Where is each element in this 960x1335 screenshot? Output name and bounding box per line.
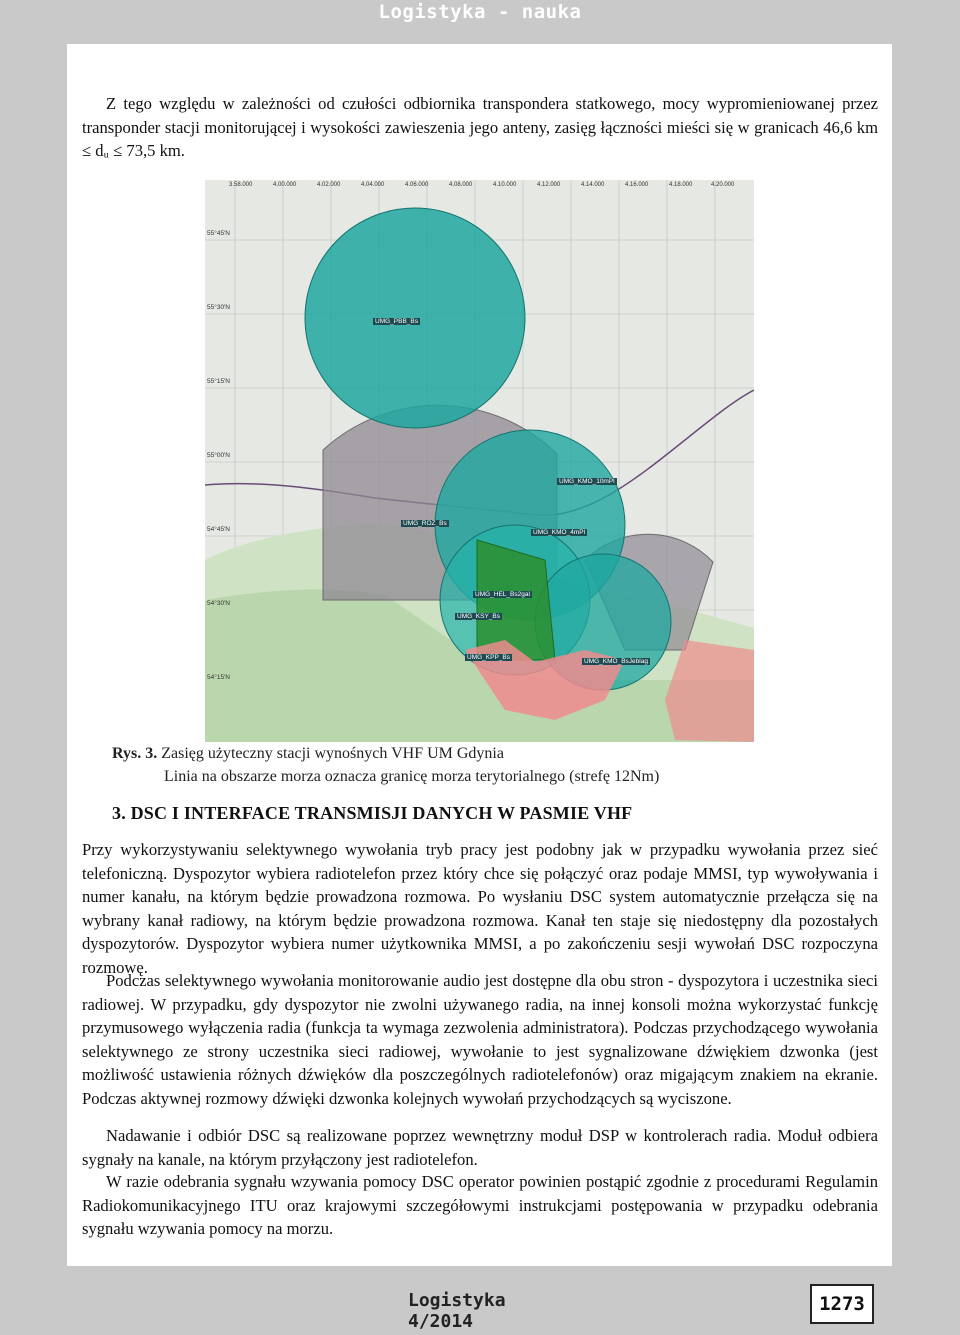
station-label: UMG_KMO_10mPl	[559, 478, 615, 485]
latitude-label: 54°30'N	[207, 600, 230, 607]
station-label: UMG_KMO_4mPl	[533, 529, 586, 536]
footer-journal: Logistyka 4/2014	[408, 1290, 506, 1332]
longitude-label: 4.14.000	[581, 182, 605, 188]
longitude-label: 4.20.000	[711, 182, 735, 188]
longitude-label: 4.16.000	[625, 182, 649, 188]
longitude-label: 4.02.000	[317, 182, 341, 188]
figure-caption-line2: Linia na obszarze morza oznacza granicę morza terytorialnego (strefę 12Nm)	[164, 768, 660, 785]
longitude-label: 4.04.000	[361, 182, 385, 188]
body-paragraph: Podczas selektywnego wywołania monitorowanie audio jest dostępne dla obu stron - dyspozytora i uczestnika sieci radiowej. W przypadku, gdy dyspozytor nie zwolni używanego radia, na innej konsoli można wykorzystać funkcję przymusowego wyłączenia radia (funkcja ta wymaga zezwolenia administratora). Podczas przychodzącego wywołania selektywnego ze strony uczestnika sieci radiowej, wywołanie to jest sygnalizowane dźwiękiem dzwonka (jest możliwość ustawienia różnych dźwięków dla poszczególnych radiotelefonów) oraz migającym znakiem na ekranie. Podczas aktywnej rozmowy dźwięki dzwonka kolejnych wywołań przychodzących są wyciszone.	[82, 971, 878, 1108]
body-paragraph: Przy wykorzystywaniu selektywnego wywołania tryb pracy jest podobny jak w przypadku wywołania przez sieć telefoniczną. Dyspozytor wybiera radiotelefon przez który chce się połączyć oraz podaje MMSI, typ wywoływania i numer kanału, na którym będzie prowadzona rozmowa. Po wysłaniu DSC system automatycznie przełącza się na wybrany kanał radiowy, na którym będzie prowadzona rozmowa. Kanał ten staje się niedostępny dla pozostałych dyspozytorów. Dyspozytor wybiera numer użytkownika MMSI, a po zakończeniu sesji wywołań DSC rozpoczyna rozmowę.	[82, 840, 878, 977]
latitude-label: 54°15'N	[207, 674, 230, 681]
latitude-label: 55°45'N	[207, 230, 230, 237]
latitude-label: 54°45'N	[207, 526, 230, 533]
page-number: 1273	[810, 1284, 874, 1324]
longitude-label: 4.00.000	[273, 182, 297, 188]
running-header: Logistyka - nauka	[378, 1, 582, 23]
figure-caption-line1: Zasięg użyteczny stacji wynośnych VHF UM Gdynia	[161, 745, 504, 762]
longitude-label: 4.08.000	[449, 182, 473, 188]
longitude-label: 4.06.000	[405, 182, 429, 188]
station-label: UMG_PBB_Bs	[375, 318, 418, 325]
section-heading: 3. DSC I INTERFACE TRANSMISJI DANYCH W PASMIE VHF	[112, 803, 633, 823]
figure-caption-label: Rys. 3.	[112, 745, 158, 762]
body-paragraph: W razie odebrania sygnału wzywania pomocy DSC operator powinien postąpić zgodnie z procedurami Regulamin Radiokomunikacyjnego ITU oraz krajowymi szczegółowymi instrukcjami postępowania w przypadku odebrania sygnału wzywania pomocy na morzu.	[82, 1172, 878, 1238]
station-label: UMG_KMO_BsJeblag	[584, 658, 648, 665]
latitude-label: 55°15'N	[207, 378, 230, 385]
station-label: UMG_ROZ_Bs	[403, 520, 447, 527]
longitude-label: 3.58.000	[229, 182, 253, 188]
station-label: UMG_HEL_Bs2gal	[475, 591, 530, 598]
coverage-map	[205, 180, 754, 742]
longitude-label: 4.12.000	[537, 182, 561, 188]
latitude-label: 55°30'N	[207, 304, 230, 311]
figure-caption	[112, 742, 852, 788]
intro-paragraph: Z tego względu w zależności od czułości odbiornika transpondera statkowego, mocy wypromieniowanej przez transponder stacji monitorującej i wysokości zawieszenia jego anteny, zasięg łączności mieści się w granicach 46,6 km ≤ dᵤ ≤ 73,5 km.	[82, 94, 878, 160]
station-label: UMG_KPP_Bs	[467, 654, 510, 661]
longitude-label: 4.10.000	[493, 182, 517, 188]
station-label: UMG_KSY_Bs	[457, 613, 500, 620]
longitude-label: 4.18.000	[669, 182, 693, 188]
body-paragraph: Nadawanie i odbiór DSC są realizowane poprzez wewnętrzny moduł DSP w kontrolerach radia. Moduł odbiera sygnały na kanale, na którym przyłączony jest radiotelefon.	[82, 1126, 878, 1169]
latitude-label: 55°00'N	[207, 452, 230, 459]
